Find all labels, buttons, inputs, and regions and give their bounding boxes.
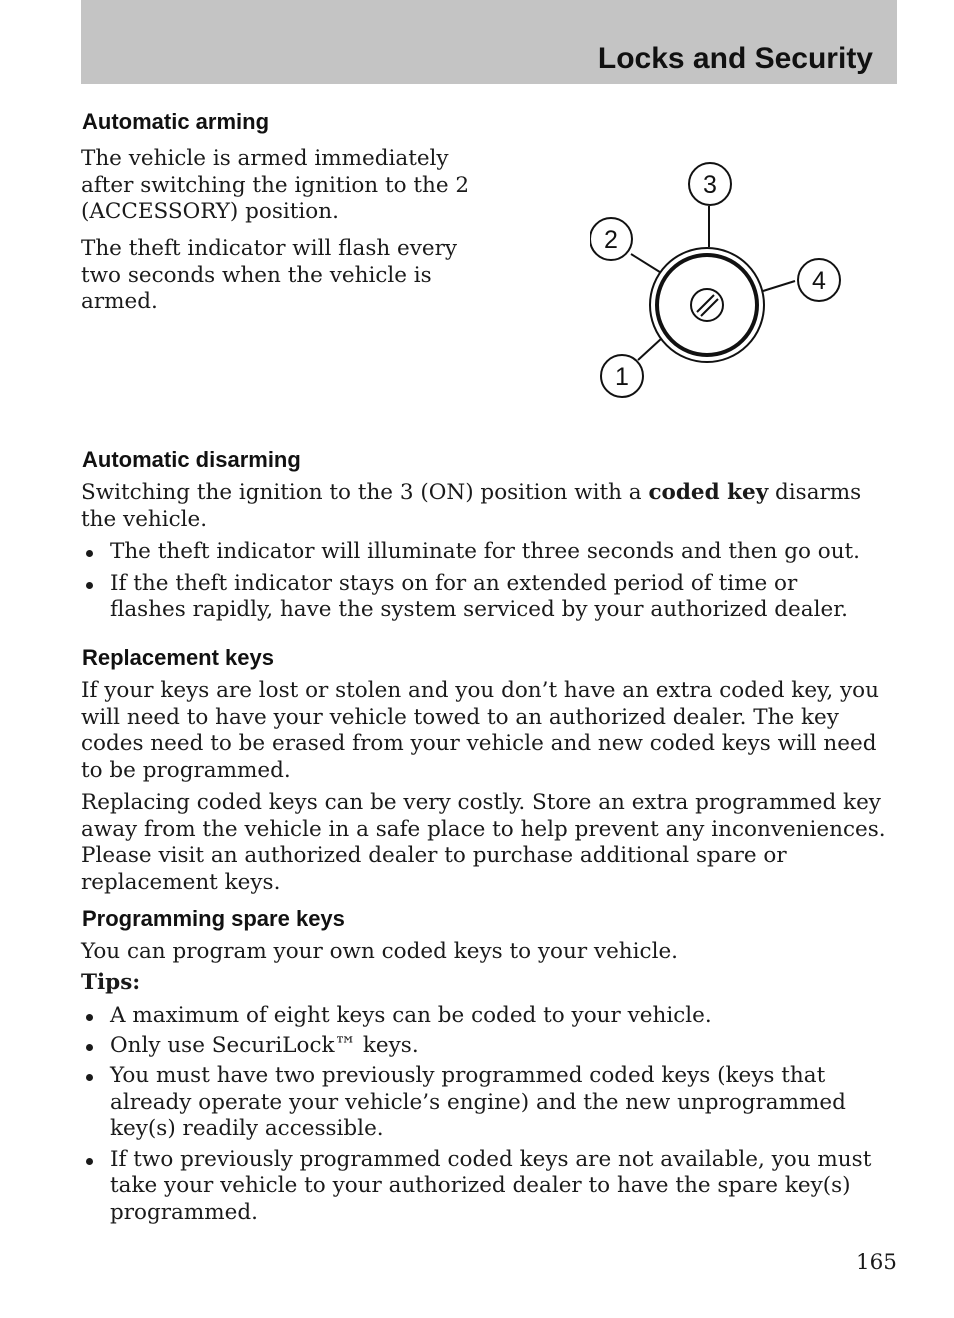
arming-p2-line-3: armed.	[81, 289, 158, 314]
replacement-paragraph-1: If your keys are lost or stolen and you don’t have an extra coded key, you will need to have your vehicle towed to an authorized dealer. The key codes need to be erased from your vehicle and new coded keys will need to be programmed.	[81, 678, 879, 783]
disarming-text-end: disarms	[768, 480, 862, 505]
tips-bullet-list	[81, 1003, 896, 1226]
list-item: Only use SecuriLock™ keys.	[81, 1033, 896, 1060]
list-item: You must have two previously programmed coded keys (keys that already operate your vehicle’s engine) and the new unprogrammed key(s) readily accessible.	[81, 1063, 880, 1143]
ignition-line-1	[638, 338, 662, 360]
disarming-paragraph	[81, 480, 896, 533]
position-1-label: 1	[615, 363, 629, 391]
position-2-marker	[590, 218, 632, 260]
disarming-text-start: Switching the ignition to the 3 (ON) position with a	[81, 480, 649, 505]
arming-p1-line-3: (ACCESSORY) position.	[81, 199, 339, 224]
heading-programming-spare-keys: Programming spare keys	[82, 906, 345, 931]
page-title: Locks and Security	[597, 42, 873, 75]
position-4-marker	[798, 259, 840, 301]
tips-label: Tips:	[81, 970, 141, 995]
ignition-line-2	[631, 254, 663, 274]
disarming-text-line-2: the vehicle.	[81, 506, 208, 532]
heading-automatic-disarming: Automatic disarming	[82, 447, 301, 472]
position-1-marker	[601, 355, 643, 397]
arming-p1-line-1: The vehicle is armed immediately	[81, 146, 449, 171]
ignition-line-4	[763, 281, 795, 291]
arming-p2-line-2: two seconds when the vehicle is	[81, 262, 432, 288]
arming-paragraph-2	[81, 236, 501, 316]
arming-p2-line-1: The theft indicator will flash every	[81, 236, 458, 261]
heading-replacement-keys: Replacement keys	[82, 645, 274, 670]
key-slot-icon	[691, 289, 723, 321]
list-item: The theft indicator will illuminate for three seconds and then go out.	[81, 539, 896, 566]
page-number: 165	[855, 1250, 897, 1275]
disarming-bullet-list	[81, 539, 896, 624]
header-bar	[81, 0, 897, 84]
coded-key-emphasis: coded key	[648, 480, 769, 505]
position-2-label: 2	[604, 226, 618, 254]
heading-automatic-arming: Automatic arming	[82, 109, 270, 134]
arming-p1-line-2: after switching the ignition to the 2	[81, 172, 470, 198]
position-4-label: 4	[812, 267, 826, 295]
arming-paragraph-1	[81, 146, 501, 226]
replacement-paragraph-2: Replacing coded keys can be very costly. Store an extra programmed key away from the vehicle in a safe place to help prevent any inconveniences. Please visit an authorized dealer to purchase additional spare or replacement keys.	[81, 790, 886, 895]
position-3-label: 3	[703, 171, 717, 199]
ignition-diagram	[590, 150, 860, 410]
list-item: If two previously programmed coded keys are not available, you must take your vehicle to your authorized dealer to have the spare key(s) programmed.	[81, 1147, 910, 1227]
list-item: A maximum of eight keys can be coded to your vehicle.	[81, 1003, 896, 1030]
list-item: If the theft indicator stays on for an extended period of time or flashes rapidly, have the system serviced by your authorized dealer.	[81, 571, 870, 624]
programming-paragraph: You can program your own coded keys to your vehicle.	[81, 939, 679, 964]
position-3-marker	[689, 163, 731, 205]
